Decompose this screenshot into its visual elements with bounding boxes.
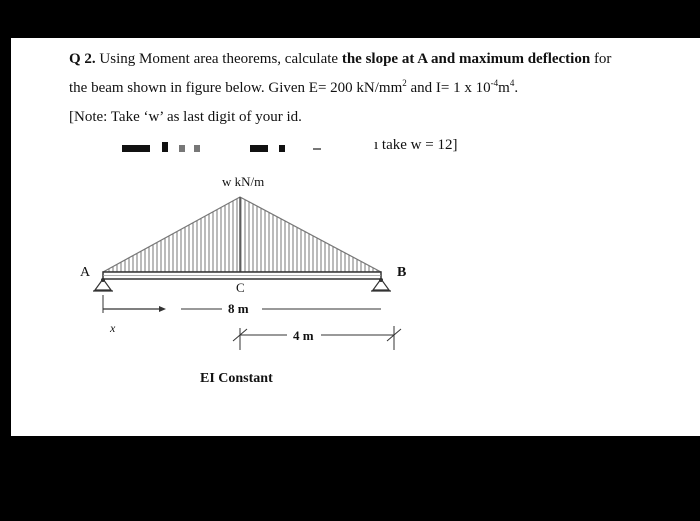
triangular-load [105, 188, 377, 272]
support-a-label: A [80, 265, 91, 280]
i-unit-exponent: 4 [509, 78, 515, 88]
question-intro: Using Moment area theorems, calculate [95, 51, 342, 67]
x-label: x [110, 321, 116, 335]
support-b-icon [371, 278, 391, 291]
i-exponent: -4 [490, 78, 499, 88]
e-unit-exponent: 2 [402, 78, 407, 88]
given-e-text: the beam shown in figure below. Given E= 200 kN/mm [69, 80, 403, 96]
line-2-period: . [514, 80, 519, 96]
support-a-icon [93, 278, 113, 291]
beam-diagram [11, 38, 700, 436]
note-line: [Note: Take ‘w’ as last digit of your id. [69, 109, 302, 125]
half-span-dimension [233, 326, 401, 350]
question-for: for [590, 51, 612, 67]
half-span-label: 4 m [293, 328, 314, 343]
question-number: Q 2. [69, 51, 96, 67]
support-b-label: B [397, 265, 407, 280]
ei-label: EI Constant [200, 371, 273, 386]
note-continuation: ı take w = 12] [374, 137, 458, 153]
question-page [11, 38, 700, 436]
midpoint-label: C [236, 280, 245, 295]
given-i-text: and I= 1 x 10 [406, 80, 491, 96]
i-unit: m [498, 80, 510, 96]
x-arrow [103, 295, 166, 313]
question-task: the slope at A and maximum deflection [341, 51, 591, 67]
load-label: w kN/m [222, 174, 265, 189]
span-label: 8 m [228, 301, 249, 316]
